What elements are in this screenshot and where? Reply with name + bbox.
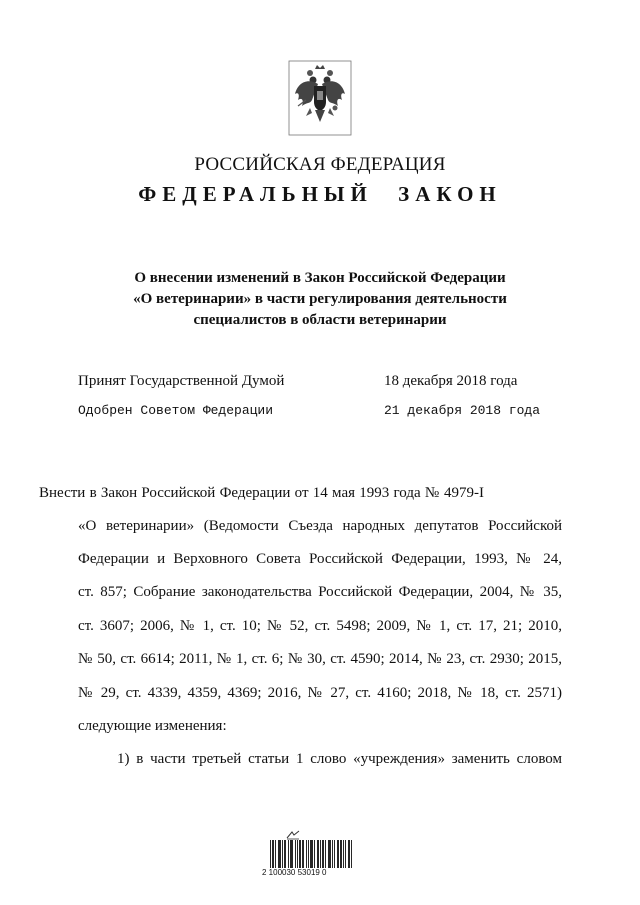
body-line: № 50, ст. 6614; 2011, № 1, ст. 6; № 30, ст. 4590; 2014, № 23, ст. 2930; 2015, xyxy=(78,651,562,667)
barcode-icon xyxy=(270,840,354,868)
body-line: ст. 3607; 2006, № 1, ст. 10; № 52, ст. 5498; 2009, № 1, ст. 17, 21; 2010, xyxy=(78,618,562,634)
registration-mark-icon xyxy=(286,827,300,837)
body-line: Внести в Закон Российской Федерации от 14 мая 1993 года № 4979-I xyxy=(39,485,484,501)
barcode-number: 2 100030 53019 0 xyxy=(262,868,327,877)
duma-date: 18 декабря 2018 года xyxy=(384,373,518,389)
body-line: ст. 857; Собрание законодательства Российской Федерации, 2004, № 35, xyxy=(78,584,562,600)
subject-line: О внесении изменений в Закон Российской Федерации xyxy=(134,270,506,286)
duma-label: Принят Государственной Думой xyxy=(78,373,285,389)
subject-line: специалистов в области ветеринарии xyxy=(193,312,447,328)
document-type-title: ФЕДЕРАЛЬНЫЙ ЗАКОН xyxy=(138,182,502,206)
body-line: следующие изменения: xyxy=(78,718,227,734)
state-emblem-icon xyxy=(288,60,352,136)
council-label: Одобрен Советом Федерации xyxy=(78,403,274,418)
subject-line: «О ветеринарии» в части регулирования деятельности xyxy=(133,291,507,307)
body-line: 1) в части третьей статьи 1 слово «учреждения» заменить словом xyxy=(117,751,562,767)
council-date: 21 декабря 2018 года xyxy=(384,403,541,418)
body-line: Федерации и Верховного Совета Российской Федерации, 1993, № 24, xyxy=(78,551,562,567)
body-line: «О ветеринарии» (Ведомости Съезда народных депутатов Российской xyxy=(78,518,562,534)
law-subject xyxy=(80,268,560,331)
country-heading: РОССИЙСКАЯ ФЕДЕРАЦИЯ xyxy=(194,154,446,175)
body-line: № 29, ст. 4339, 4359, 4369; 2016, № 27, ст. 4160; 2018, № 18, ст. 2571) xyxy=(78,685,562,701)
